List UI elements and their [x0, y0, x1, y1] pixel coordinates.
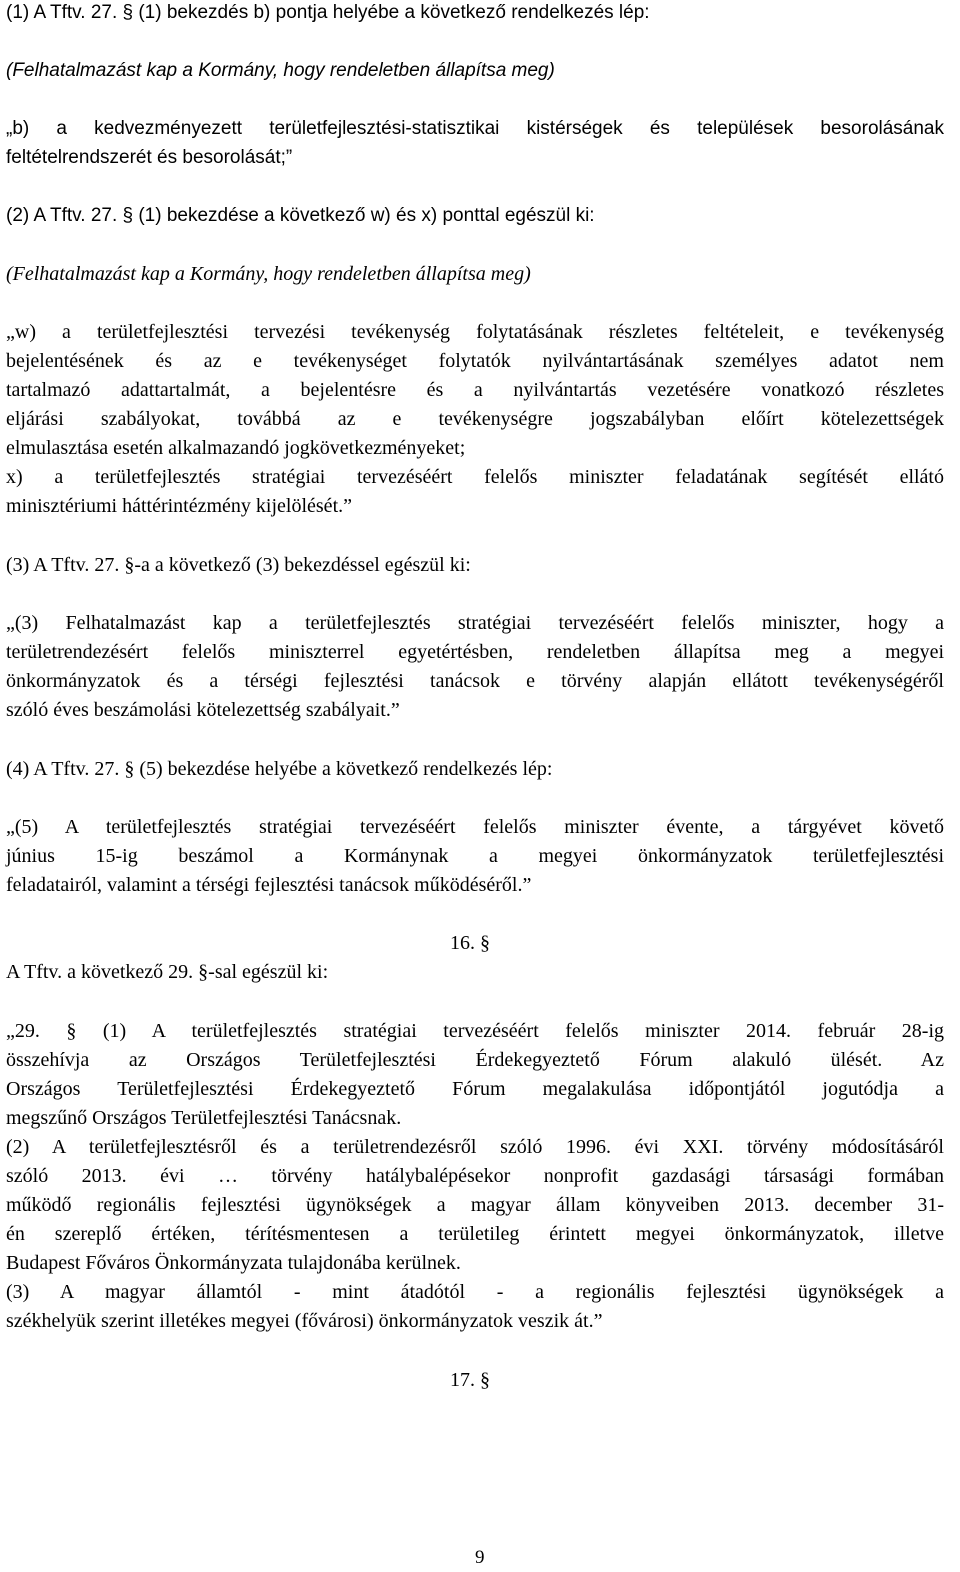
section-16-text-line: „29. § (1) A területfejlesztés stratégiai tervezéséért felelős miniszter 2014. február 28-ig	[6, 1020, 944, 1042]
section-16-text-line: megszűnő Országos Területfejlesztési Tanácsnak.	[6, 1107, 402, 1129]
section-16-text-line: Országos Területfejlesztési Érdekegyeztető Fórum megalakulása időpontjától jogutódja a	[6, 1078, 944, 1100]
amendment-3-text-line: területrendezésért felelős miniszterrel egyetértésben, rendeletben állapítsa meg a megyei	[6, 641, 944, 663]
section-16-heading: 16. §	[450, 932, 490, 954]
amendment-2-text-line: tartalmazó adattartalmát, a bejelentésre és a nyilvántartás vezetésére vonatkozó részletes	[6, 379, 944, 401]
amendment-4-text-line: június 15-ig beszámol a Kormánynak a megyei önkormányzatok területfejlesztési	[6, 845, 944, 867]
section-16-intro: A Tftv. a következő 29. §-sal egészül ki:	[6, 961, 329, 983]
amendment-4-intro: (4) A Tftv. 27. § (5) bekezdése helyébe a következő rendelkezés lép:	[6, 758, 553, 780]
amendment-1-intro: (1) A Tftv. 27. § (1) bekezdés b) pontja helyébe a következő rendelkezés lép:	[6, 2, 650, 23]
section-16-text-line: (3) A magyar államtól - mint átadótól - a regionális fejlesztési ügynökségek a	[6, 1281, 944, 1303]
amendment-1-context: (Felhatalmazást kap a Kormány, hogy rendeletben állapítsa meg)	[6, 60, 555, 81]
amendment-1-text-line: feltételrendszerét és besorolását;”	[6, 147, 293, 168]
section-16-text-line: összehívja az Országos Területfejlesztési Érdekegyeztető Fórum alakuló ülését. Az	[6, 1049, 944, 1071]
section-17-heading: 17. §	[450, 1369, 490, 1391]
section-16-text-line: székhelyük szerint illetékes megyei (fővárosi) önkormányzatok veszik át.”	[6, 1310, 603, 1332]
amendment-2-text-line: elmulasztása esetén alkalmazandó jogkövetkezményeket;	[6, 437, 466, 459]
section-16-text-line: működő regionális fejlesztési ügynökségek a magyar állam könyveiben 2013. december 31-	[6, 1194, 944, 1216]
section-16-text-line: szóló 2013. évi … törvény hatálybalépésekor nonprofit gazdasági társasági formában	[6, 1165, 944, 1187]
amendment-2-intro: (2) A Tftv. 27. § (1) bekezdése a következő w) és x) ponttal egészül ki:	[6, 205, 595, 226]
amendment-3-text-line: szóló éves beszámolási kötelezettség szabályait.”	[6, 699, 400, 721]
amendment-3-text-line: önkormányzatok és a térségi fejlesztési tanácsok e törvény alapján ellátott tevékenységéről	[6, 670, 944, 692]
amendment-2-text-line: minisztériumi háttérintézmény kijelölését.”	[6, 495, 352, 517]
amendment-1-text-line: „b) a kedvezményezett területfejlesztési-statisztikai kistérségek és települések besorolásának	[6, 118, 944, 139]
page-number: 9	[475, 1547, 485, 1568]
amendment-4-text-line: feladatairól, valamint a térségi fejlesztési tanácsok működéséről.”	[6, 874, 532, 896]
section-16-text-line: Budapest Főváros Önkormányzata tulajdonába kerülnek.	[6, 1252, 461, 1274]
section-16-text-line: én szereplő értéken, térítésmentesen a területileg érintett megyei önkormányzatok, illetve	[6, 1223, 944, 1245]
amendment-2-context: (Felhatalmazást kap a Kormány, hogy rendeletben állapítsa meg)	[6, 263, 531, 285]
amendment-3-text-line: „(3) Felhatalmazást kap a területfejlesztés stratégiai tervezéséért felelős miniszter, hogy a	[6, 612, 944, 634]
amendment-4-text-line: „(5) A területfejlesztés stratégiai tervezéséért felelős miniszter évente, a tárgyévet követő	[6, 816, 944, 838]
amendment-2-text-line: „w) a területfejlesztési tervezési tevékenység folytatásának részletes feltételeit, e tevékenység	[6, 321, 944, 343]
amendment-2-text-line: bejelentésének és az e tevékenységet folytatók nyilvántartásának személyes adatot nem	[6, 350, 944, 372]
amendment-2-text-line: eljárási szabályokat, továbbá az e tevékenységre jogszabályban előírt kötelezettségek	[6, 408, 944, 430]
section-16-text-line: (2) A területfejlesztésről és a területrendezésről szóló 1996. évi XXI. törvény módosításáról	[6, 1136, 944, 1158]
amendment-2-text-line: x) a területfejlesztés stratégiai tervezéséért felelős miniszter feladatának segítését ellátó	[6, 466, 944, 488]
amendment-3-intro: (3) A Tftv. 27. §-a a következő (3) bekezdéssel egészül ki:	[6, 554, 471, 576]
